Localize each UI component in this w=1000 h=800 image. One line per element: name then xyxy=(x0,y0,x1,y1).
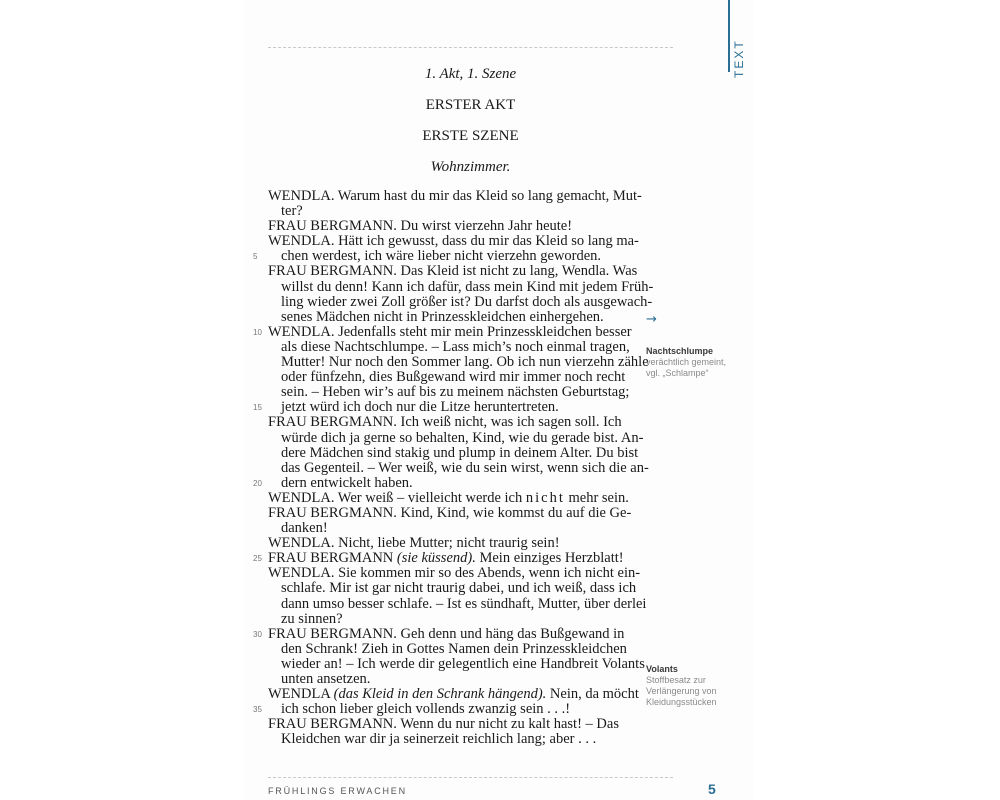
line-text: nicht xyxy=(525,489,565,506)
text-line xyxy=(268,310,636,325)
play-text xyxy=(253,188,654,748)
line-text: FRAU BERGMANN. Das Kleid ist nicht zu lang, Wendla. Was xyxy=(268,263,638,280)
line-text: den Schrank! Zieh in Gottes Namen dein Prinzesskleidchen xyxy=(281,640,627,657)
text-line xyxy=(268,370,636,385)
text-line xyxy=(268,521,636,536)
text-line xyxy=(268,565,641,582)
text-line xyxy=(268,429,644,446)
line-text: Kleidchen war dir ja seinerzeit reichlich lang; aber . . . xyxy=(281,731,597,748)
line-text: WENDLA xyxy=(268,686,334,703)
line-number: 10 xyxy=(253,327,262,337)
setting-heading: Wohnzimmer. xyxy=(430,159,511,175)
line-text: WENDLA. Nicht, liebe Mutter; nicht traurig sein! xyxy=(268,535,560,552)
act-scene-heading: 1. Akt, 1. Szene xyxy=(424,66,517,82)
note-term: Nachtschlumpe xyxy=(646,346,714,356)
text-line xyxy=(268,536,636,551)
line-text: dere Mädchen sind stakig und plump in deinem Alter. Du bist xyxy=(281,444,639,461)
line-text: FRAU BERGMANN. Wenn du nur nicht zu kalt hast! – Das xyxy=(268,716,619,733)
line-number: 25 xyxy=(253,554,262,564)
line-text: mehr sein. xyxy=(564,489,629,506)
line-text: jetzt würd ich doch nur die Litze heruntertreten. xyxy=(281,399,559,416)
line-text: willst du denn! Kann ich dafür, dass mein Kind mit jedem Früh- xyxy=(281,278,654,295)
line-text: ich schon lieber gleich vollends zwanzig sein . . .! xyxy=(281,701,571,718)
text-line xyxy=(268,444,639,461)
line-text: FRAU BERGMANN. Geh denn und häng das Bußgewand in xyxy=(268,625,625,642)
text-line xyxy=(268,188,642,204)
line-text: chen werdest, ich wäre lieber nicht vierzehn geworden. xyxy=(281,248,602,265)
text-line xyxy=(268,264,636,279)
line-text: würde dich ja gerne so behalten, Kind, wie du gerade bist. An- xyxy=(281,429,644,446)
text-line xyxy=(253,248,636,265)
text-line xyxy=(268,219,636,234)
line-text: schlafe. Mir ist gar nicht traurig dabei, und ich weiß, dass ich xyxy=(281,580,637,597)
line-text: dann umso besser schlafe. – Ist es sündhaft, Mutter, über derlei xyxy=(281,595,647,612)
text-line xyxy=(268,293,653,310)
line-number: 15 xyxy=(253,403,262,413)
note-text: verächtlich gemeint, vgl. „Schlampe“ xyxy=(646,357,727,378)
line-text: unten ansetzen. xyxy=(281,671,371,687)
line-text: WENDLA. Wer weiß – vielleicht werde ich xyxy=(268,489,526,506)
line-text: senes Mädchen nicht in Prinzesskleidchen einhergehen. xyxy=(281,308,604,325)
line-text: wieder an! – Ich werde dir gelegentlich eine Handbreit Volants xyxy=(281,655,645,672)
line-text: dern entwickelt haben. xyxy=(281,474,413,491)
line-text: danken! xyxy=(281,520,328,537)
line-number: 35 xyxy=(253,705,262,715)
text-line xyxy=(253,323,636,340)
line-text: Nein, da möcht xyxy=(546,686,639,703)
line-text: Mutter! Nur noch den Sommer lang. Ob ich nun vierzehn zähle xyxy=(281,354,649,371)
text-line xyxy=(253,701,636,718)
line-number: 20 xyxy=(253,478,262,488)
line-text: (das Kleid in den Schrank hängend). xyxy=(333,686,547,703)
section-tab-bar xyxy=(728,0,730,72)
text-line xyxy=(268,415,636,430)
text-line xyxy=(268,340,636,355)
line-text: als diese Nachtschlumpe. – Lass mich’s noch einmal tragen, xyxy=(281,338,630,355)
running-footer-title: FRÜHLINGS ERWACHEN xyxy=(268,786,407,796)
margin-note xyxy=(646,664,736,708)
section-tab-label: TEXT xyxy=(732,39,746,78)
line-text: FRAU BERGMANN. Du wirst vierzehn Jahr heute! xyxy=(268,218,573,235)
line-text: (sie küssend). xyxy=(396,550,476,567)
arrow-icon: → xyxy=(646,312,657,327)
text-line xyxy=(253,550,636,567)
line-text: WENDLA. Sie kommen mir so des Abends, wenn ich nicht ein- xyxy=(268,565,641,582)
text-line xyxy=(253,625,636,642)
text-line xyxy=(253,474,636,491)
text-line xyxy=(268,642,636,657)
text-line xyxy=(268,354,649,371)
note-term: Volants xyxy=(646,664,678,674)
line-text: ling wieder zwei Zoll größer ist? Du darfst doch als ausgewach- xyxy=(281,293,653,310)
text-line xyxy=(268,717,636,732)
bottom-divider xyxy=(268,777,673,778)
note-text: Stoffbesatz zur Verlängerung von Kleidungsstücken xyxy=(646,675,717,707)
scene-heading: ERSTE SZENE xyxy=(422,128,519,144)
text-line xyxy=(268,278,654,295)
line-number: 30 xyxy=(253,629,262,639)
line-text: WENDLA. Jedenfalls steht mir mein Prinzesskleidchen besser xyxy=(268,323,632,340)
text-line xyxy=(253,399,636,416)
top-divider xyxy=(268,47,673,48)
line-text: sein. – Heben wir’s auf bis zu meinem nächsten Geburtstag; xyxy=(281,384,630,401)
line-text: zu sinnen? xyxy=(281,610,343,627)
line-text: WENDLA. Hätt ich gewusst, dass du mir das Kleid so lang ma- xyxy=(268,233,639,250)
text-line xyxy=(268,581,636,596)
margin-note xyxy=(646,346,736,379)
line-text: Mein einziges Herzblatt! xyxy=(475,550,624,567)
line-text: oder fünfzehn, dies Bußgewand wird mir immer noch recht xyxy=(281,369,626,386)
line-text: ter? xyxy=(281,203,303,220)
text-line xyxy=(268,655,645,672)
text-line xyxy=(268,686,639,703)
text-line xyxy=(268,672,636,687)
text-line xyxy=(268,491,636,506)
text-line xyxy=(268,204,636,219)
text-line xyxy=(268,506,636,521)
text-line xyxy=(268,233,639,250)
line-text: FRAU BERGMANN. Ich weiß nicht, was ich sagen soll. Ich xyxy=(268,414,622,431)
text-line xyxy=(268,732,636,747)
text-line xyxy=(268,612,636,627)
line-text: WENDLA. Warum hast du mir das Kleid so lang gemacht, Mut- xyxy=(268,188,642,204)
page-number: 5 xyxy=(708,781,716,797)
text-line xyxy=(268,595,647,612)
line-text: FRAU BERGMANN. Kind, Kind, wie kommst du auf die Ge- xyxy=(268,504,632,521)
line-text: das Gegenteil. – Wer weiß, wie du sein wirst, wenn sich die an- xyxy=(281,459,649,476)
act-heading: ERSTER AKT xyxy=(425,97,516,113)
line-number: 5 xyxy=(253,252,258,262)
text-line xyxy=(268,385,636,400)
line-text: FRAU BERGMANN xyxy=(268,550,397,567)
text-line xyxy=(268,459,649,476)
